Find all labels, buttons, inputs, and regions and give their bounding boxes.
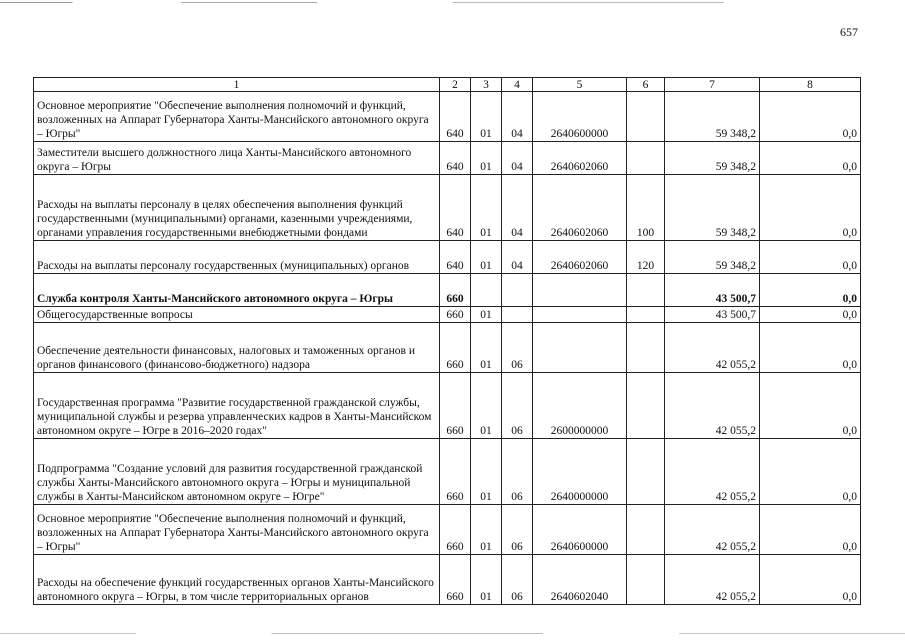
- cell-col-8: 0,0: [760, 241, 861, 274]
- cell-col-5: 2640602040: [533, 555, 627, 605]
- table-row: [34, 439, 861, 505]
- cell-col-4: 06: [502, 373, 533, 439]
- cell-col-4: 04: [502, 142, 533, 175]
- cell-col-8: 0,0: [760, 142, 861, 175]
- cell-col-5: 2640600000: [533, 92, 627, 142]
- cell-col-6: [627, 373, 665, 439]
- header-col-5: 5: [533, 78, 627, 92]
- table-row: [34, 274, 861, 307]
- budget-table: [33, 77, 861, 605]
- cell-col-8: 0,0: [760, 323, 861, 373]
- cell-col-6: 120: [627, 241, 665, 274]
- cell-col-5: [533, 307, 627, 323]
- cell-col-2: 660: [440, 307, 471, 323]
- cell-col-2: 640: [440, 142, 471, 175]
- cell-col-3: 01: [471, 505, 502, 555]
- cell-col-3: 01: [471, 439, 502, 505]
- cell-col-8: 0,0: [760, 307, 861, 323]
- cell-col-8: 0,0: [760, 92, 861, 142]
- cell-col-2: 660: [440, 555, 471, 605]
- cell-col-2: 660: [440, 505, 471, 555]
- cell-col-5: [533, 274, 627, 307]
- row-name-cell: Расходы на выплаты персоналу в целях обеспечения выполнения функций государственными (муниципальными) органами, казенными учреждениями, органами управления государственными внебюджетными фондами: [34, 175, 440, 241]
- cell-col-4: [502, 307, 533, 323]
- cell-col-3: 01: [471, 92, 502, 142]
- cell-col-7: 59 348,2: [665, 142, 760, 175]
- row-name-cell: Основное мероприятие "Обеспечение выполнения полномочий и функций, возложенных на Аппарат Губернатора Ханты-Мансийского автономного округа – Югры": [34, 505, 440, 555]
- page-number: 657: [840, 25, 858, 39]
- scan-artifact-bottom: [0, 633, 905, 634]
- table-header-row: [34, 78, 861, 92]
- cell-col-4: 04: [502, 92, 533, 142]
- cell-col-2: 640: [440, 241, 471, 274]
- cell-col-7: 42 055,2: [665, 439, 760, 505]
- cell-col-3: [471, 274, 502, 307]
- row-name-cell: Основное мероприятие "Обеспечение выполнения полномочий и функций, возложенных на Аппарат Губернатора Ханты-Мансийского автономного округа – Югры": [34, 92, 440, 142]
- header-col-6: 6: [627, 78, 665, 92]
- table-row: [34, 555, 861, 605]
- header-col-1: 1: [34, 78, 440, 92]
- table-row: [34, 142, 861, 175]
- cell-col-3: 01: [471, 323, 502, 373]
- cell-col-2: 660: [440, 439, 471, 505]
- cell-col-7: 42 055,2: [665, 373, 760, 439]
- table-row: [34, 241, 861, 274]
- cell-col-6: [627, 307, 665, 323]
- header-col-3: 3: [471, 78, 502, 92]
- table-row: [34, 307, 861, 323]
- cell-col-2: 660: [440, 323, 471, 373]
- cell-col-2: 640: [440, 92, 471, 142]
- row-name-cell: Обеспечение деятельности финансовых, налоговых и таможенных органов и органов финансового (финансово-бюджетного) надзора: [34, 323, 440, 373]
- cell-col-4: 06: [502, 323, 533, 373]
- row-name-cell: Подпрограмма "Создание условий для развития государственной гражданской службы Ханты-Мансийского автономного округа – Югры и муниципальной службы в Ханты-Мансийском автономном округе – Югре": [34, 439, 440, 505]
- cell-col-3: 01: [471, 175, 502, 241]
- scan-artifact-top: [0, 2, 905, 3]
- cell-col-4: 06: [502, 439, 533, 505]
- cell-col-6: 100: [627, 175, 665, 241]
- cell-col-6: [627, 439, 665, 505]
- cell-col-4: 06: [502, 505, 533, 555]
- cell-col-7: 59 348,2: [665, 241, 760, 274]
- cell-col-5: [533, 323, 627, 373]
- table-row: [34, 92, 861, 142]
- table-row: [34, 373, 861, 439]
- cell-col-6: [627, 92, 665, 142]
- cell-col-5: 2640000000: [533, 439, 627, 505]
- cell-col-7: 43 500,7: [665, 307, 760, 323]
- cell-col-3: 01: [471, 307, 502, 323]
- cell-col-3: 01: [471, 555, 502, 605]
- row-name-cell: Расходы на выплаты персоналу государственных (муниципальных) органов: [34, 241, 440, 274]
- row-name-cell: Государственная программа "Развитие государственной гражданской службы, муниципальной службы и резерва управленческих кадров в Ханты-Мансийском автономном округе – Югре в 2016–2020 годах": [34, 373, 440, 439]
- cell-col-7: 42 055,2: [665, 505, 760, 555]
- cell-col-6: [627, 142, 665, 175]
- cell-col-8: 0,0: [760, 439, 861, 505]
- cell-col-7: 43 500,7: [665, 274, 760, 307]
- cell-col-5: 2600000000: [533, 373, 627, 439]
- cell-col-8: 0,0: [760, 274, 861, 307]
- cell-col-7: 59 348,2: [665, 92, 760, 142]
- cell-col-6: [627, 323, 665, 373]
- table-row: [34, 505, 861, 555]
- cell-col-2: 640: [440, 175, 471, 241]
- cell-col-4: 04: [502, 241, 533, 274]
- row-name-cell: Расходы на обеспечение функций государственных органов Ханты-Мансийского автономного округа – Югры, в том числе территориальных органов: [34, 555, 440, 605]
- cell-col-3: 01: [471, 241, 502, 274]
- cell-col-8: 0,0: [760, 175, 861, 241]
- cell-col-6: [627, 505, 665, 555]
- cell-col-7: 42 055,2: [665, 555, 760, 605]
- cell-col-4: 06: [502, 555, 533, 605]
- cell-col-3: 01: [471, 142, 502, 175]
- header-col-8: 8: [760, 78, 861, 92]
- cell-col-8: 0,0: [760, 505, 861, 555]
- cell-col-5: 2640600000: [533, 505, 627, 555]
- cell-col-7: 42 055,2: [665, 323, 760, 373]
- cell-col-3: 01: [471, 373, 502, 439]
- cell-col-4: [502, 274, 533, 307]
- row-name-cell: Служба контроля Ханты-Мансийского автономного округа – Югры: [34, 274, 440, 307]
- header-col-2: 2: [440, 78, 471, 92]
- table-body: [34, 92, 861, 605]
- cell-col-2: 660: [440, 373, 471, 439]
- cell-col-5: 2640602060: [533, 241, 627, 274]
- header-col-4: 4: [502, 78, 533, 92]
- cell-col-6: [627, 274, 665, 307]
- header-col-7: 7: [665, 78, 760, 92]
- row-name-cell: Заместители высшего должностного лица Ханты-Мансийского автономного округа – Югры: [34, 142, 440, 175]
- cell-col-8: 0,0: [760, 373, 861, 439]
- cell-col-7: 59 348,2: [665, 175, 760, 241]
- cell-col-6: [627, 555, 665, 605]
- table-row: [34, 323, 861, 373]
- cell-col-5: 2640602060: [533, 142, 627, 175]
- table-row: [34, 175, 861, 241]
- cell-col-2: 660: [440, 274, 471, 307]
- row-name-cell: Общегосударственные вопросы: [34, 307, 440, 323]
- cell-col-8: 0,0: [760, 555, 861, 605]
- cell-col-4: 04: [502, 175, 533, 241]
- cell-col-5: 2640602060: [533, 175, 627, 241]
